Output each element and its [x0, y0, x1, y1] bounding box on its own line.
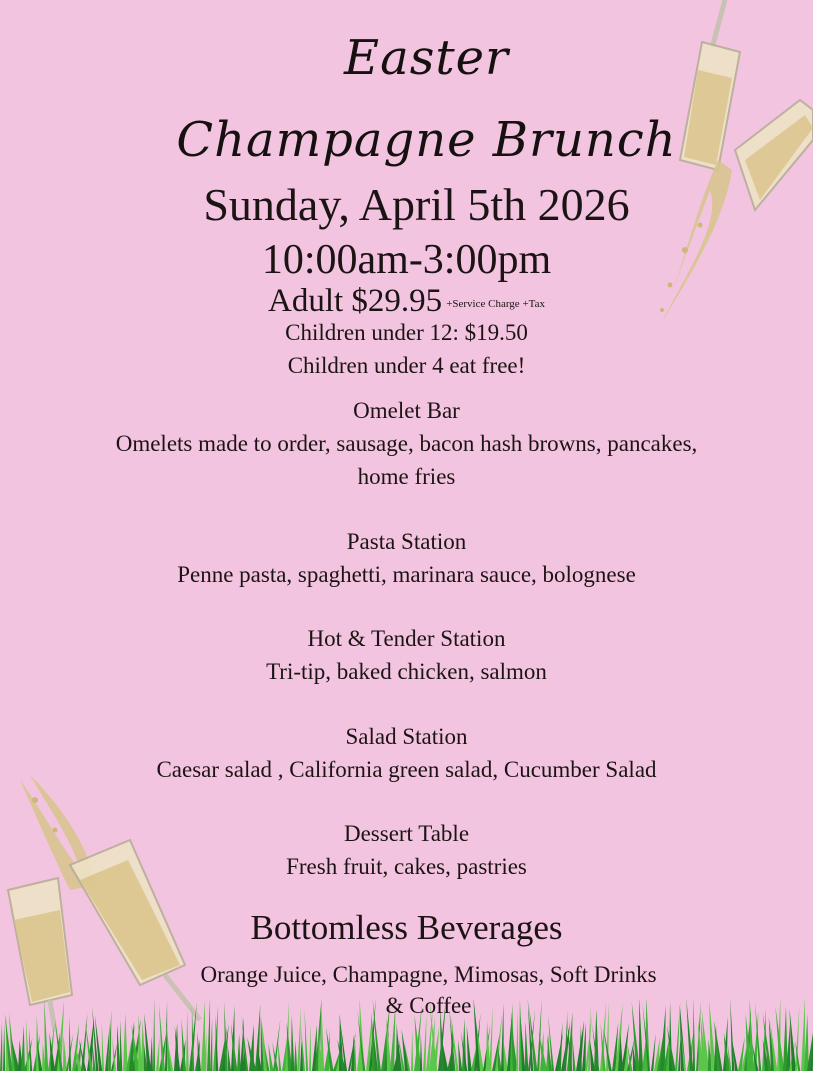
children-under-4-note: Children under 4 eat free!: [287, 353, 526, 378]
section-items-pasta: Penne pasta, spaghetti, marinara sauce, bolognese: [177, 562, 636, 587]
section-items-omelet-line2: home fries: [357, 464, 456, 489]
children-under-12-price: Children under 12: $19.50: [285, 320, 528, 345]
event-date: Sunday, April 5th 2026: [203, 179, 630, 230]
beverages-items-line1: Orange Juice, Champagne, Mimosas, Soft Drinks: [200, 962, 657, 987]
section-title-pasta: Pasta Station: [346, 529, 467, 554]
section-title-dessert: Dessert Table: [343, 821, 470, 846]
section-items-dessert: Fresh fruit, cakes, pastries: [286, 854, 527, 879]
adult-price-note: +Service Charge +Tax: [446, 298, 545, 310]
event-time: 10:00am-3:00pm: [261, 237, 552, 283]
section-title-hot-tender: Hot & Tender Station: [307, 626, 506, 651]
section-items-omelet-line1: Omelets made to order, sausage, bacon hash browns, pancakes,: [115, 431, 698, 456]
beverages-title: Bottomless Beverages: [250, 908, 563, 947]
adult-price: [0, 283, 813, 320]
event-title-line2: Champagne Brunch: [176, 112, 677, 168]
adult-price-label: Adult $29.95: [268, 283, 443, 319]
beverages-items-line2: & Coffee: [385, 993, 472, 1018]
section-title-omelet: Omelet Bar: [353, 398, 460, 423]
section-title-salad: Salad Station: [345, 724, 468, 749]
section-items-hot-tender: Tri-tip, baked chicken, salmon: [266, 659, 547, 684]
section-items-salad: Caesar salad , California green salad, Cucumber Salad: [156, 757, 657, 782]
event-title-line1: Easter: [344, 30, 509, 86]
